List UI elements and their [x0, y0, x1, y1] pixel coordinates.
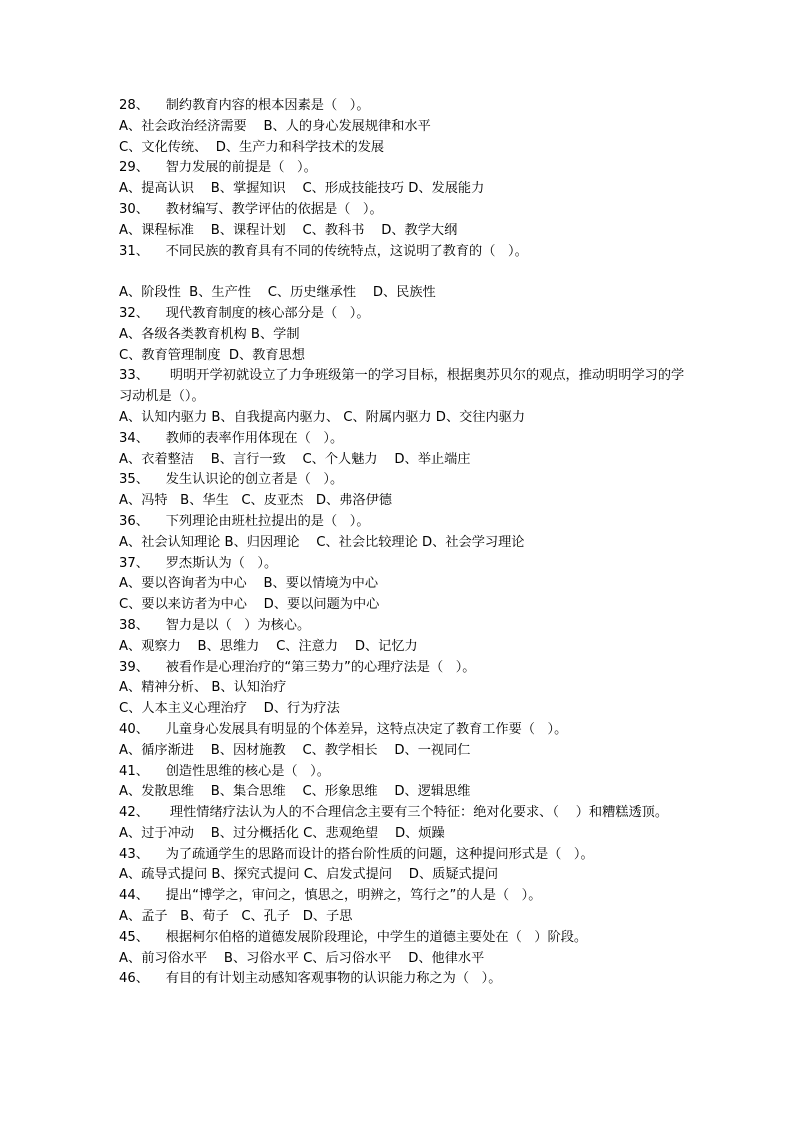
question-34-stem: 34、 教师的表率作用体现在（ ）。	[119, 430, 344, 446]
question-43-options: A、疏导式提问 B、探究式提问 C、启发式提问 D、质疑式提问	[119, 867, 499, 883]
question-31-options: A、阶段性 B、生产性 C、历史继承性 D、民族性	[119, 285, 436, 301]
question-39-options-cd: C、人本主义心理治疗 D、行为疗法	[119, 701, 340, 717]
question-32-options-cd: C、教育管理制度 D、教育思想	[119, 347, 305, 363]
question-35-options: A、冯特 B、华生 C、皮亚杰 D、弗洛伊德	[119, 493, 392, 509]
question-35-stem: 35、 发生认识论的创立者是（ ）。	[119, 472, 344, 488]
question-43-stem: 43、 为了疏通学生的思路而设计的搭台阶性质的问题，这种提问形式是（ ）。	[119, 846, 594, 862]
question-44-stem: 44、 提出“博学之，审问之，慎思之，明辨之，笃行之”的人是（ ）。	[119, 888, 542, 904]
question-42-options: A、过于冲动 B、过分概括化 C、悲观绝望 D、烦躁	[119, 825, 445, 841]
question-37-options-cd: C、要以来访者为中心 D、要以问题为中心	[119, 597, 380, 613]
question-46-stem: 46、 有目的有计划主动感知客观事物的认识能力称之为（ ）。	[119, 971, 502, 987]
question-30-options: A、课程标准 B、课程计划 C、教科书 D、教学大纲	[119, 222, 458, 238]
question-33-options: A、认知内驱力 B、自我提高内驱力、 C、附属内驱力 D、交往内驱力	[119, 409, 526, 425]
question-38-options: A、观察力 B、思维力 C、注意力 D、记忆力	[119, 638, 418, 654]
question-29-stem: 29、 智力发展的前提是（ ）。	[119, 160, 317, 176]
question-40-stem: 40、 儿童身心发展具有明显的个体差异，这特点决定了教育工作要（ ）。	[119, 721, 568, 737]
question-37-options-ab: A、要以咨询者为中心 B、要以情境为中心	[119, 576, 379, 592]
question-41-options: A、发散思维 B、集合思维 C、形象思维 D、逻辑思维	[119, 784, 471, 800]
question-32-options-ab: A、各级各类教育机构 B、学制	[119, 326, 300, 342]
question-30-stem: 30、 教材编写、教学评估的依据是（ ）。	[119, 201, 383, 217]
question-list	[119, 96, 685, 990]
question-31-stem: 31、 不同民族的教育具有不同的传统特点，这说明了教育的（ ）。	[119, 243, 528, 259]
question-45-stem: 45、 根据柯尔伯格的道德发展阶段理论，中学生的道德主要处在（ ）阶段。	[119, 929, 588, 945]
question-28-options-cd: C、文化传统、 D、生产力和科学技术的发展	[119, 139, 385, 155]
question-41-stem: 41、 创造性思维的核心是（ ）。	[119, 763, 330, 779]
question-38-stem: 38、 智力是以（ ）为核心。	[119, 617, 311, 633]
question-42-stem: 42、 理性情绪疗法认为人的不合理信念主要有三个特征：绝对化要求、（ ）和糟糕透顶。	[119, 805, 669, 821]
question-33-stem: 33、 明明开学初就设立了力争班级第一的学习目标，根据奥苏贝尔的观点，推动明明学习的学习动机是（）。	[119, 368, 685, 405]
question-40-options: A、循序渐进 B、因材施教 C、教学相长 D、一视同仁	[119, 742, 471, 758]
question-28-options-ab: A、社会政治经济需要 B、人的身心发展规律和水平	[119, 118, 431, 134]
blank-line	[119, 262, 685, 283]
question-39-stem: 39、 被看作是心理治疗的“第三势力”的心理疗法是（ ）。	[119, 659, 476, 675]
question-45-options: A、前习俗水平 B、习俗水平 C、后习俗水平 D、他律水平	[119, 950, 485, 966]
question-36-options: A、社会认知理论 B、归因理论 C、社会比较理论 D、社会学习理论	[119, 534, 525, 550]
question-44-options: A、孟子 B、荀子 C、孔子 D、子思	[119, 909, 353, 925]
question-39-options-ab: A、精神分析、 B、认知治疗	[119, 680, 287, 696]
question-36-stem: 36、 下列理论由班杜拉提出的是（ ）。	[119, 513, 370, 529]
question-37-stem: 37、 罗杰斯认为（ ）。	[119, 555, 278, 571]
question-29-options: A、提高认识 B、掌握知识 C、形成技能技巧 D、发展能力	[119, 181, 485, 197]
question-28-stem: 28、 制约教育内容的根本因素是（ ）。	[119, 98, 370, 113]
question-34-options: A、衣着整洁 B、言行一致 C、个人魅力 D、举止端庄	[119, 451, 471, 467]
question-32-stem: 32、 现代教育制度的核心部分是（ ）。	[119, 305, 370, 321]
